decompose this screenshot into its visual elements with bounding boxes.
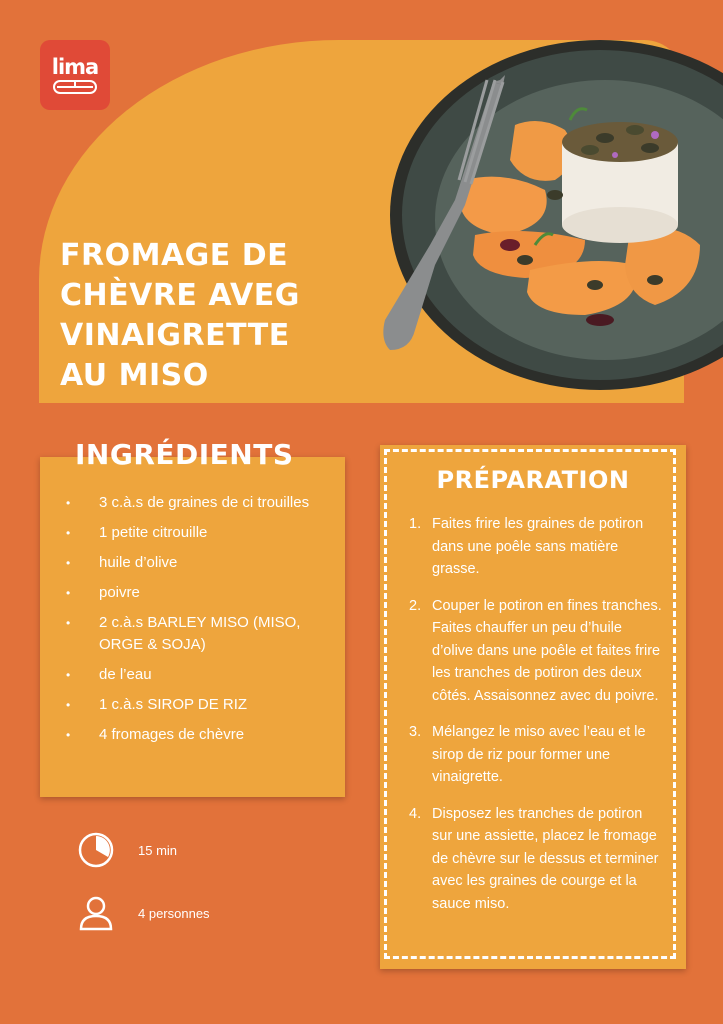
preparation-heading: PRÉPARATION	[436, 466, 630, 494]
recipe-title-line: AU MISO	[60, 358, 209, 393]
step-text: Disposez les tranches de potiron sur une assiette, placez le fromage de chèvre sur le dessus et terminer avec les graines de courge et la sauce miso.	[432, 805, 659, 912]
step-number: 2.	[409, 597, 422, 614]
preparation-step	[405, 513, 665, 581]
ingredient-item: • 1 petite citrouille	[60, 522, 330, 544]
ingredients-heading: INGRÉDIENTS	[75, 438, 294, 471]
person-icon	[78, 895, 114, 931]
clock-icon	[78, 832, 114, 868]
ingredient-item: • 2 c.à.s BARLEY MISO (MISO, ORGE & SOJA)	[60, 612, 330, 656]
servings-label: 4 personnes	[138, 905, 210, 921]
ingredient-item: • 3 c.à.s de graines de ci trouilles	[60, 492, 330, 514]
prep-time-label: 15 min	[138, 842, 178, 858]
ingredient-item: • poivre	[60, 582, 330, 604]
recipe-title	[60, 236, 380, 396]
logo-text: lima	[51, 55, 99, 79]
ingredient-item: • huile d’olive	[60, 552, 330, 574]
ingredient-item: • 1 c.à.s SIROP DE RIZ	[60, 694, 330, 716]
ingredients-card	[40, 457, 345, 797]
step-text: Faites frire les graines de potiron dans une poêle sans matière grasse.	[432, 516, 644, 577]
preparation-step	[405, 721, 665, 789]
brand-logo[interactable]	[40, 40, 110, 110]
recipe-title-line: VINAIGRETTE	[60, 318, 290, 353]
step-number: 1.	[409, 516, 422, 532]
servings	[78, 895, 210, 931]
step-number: 3.	[409, 724, 422, 740]
step-text: Couper le potiron en fines tranches. Faites chauffer un peu d’huile d’olive dans une poêle et faites frire les tranches de potiron des deux côtés. Assaisonnez avec du poivre.	[432, 597, 662, 704]
step-text: Mélangez le miso avec l’eau et le sirop de riz pour former une vinaigrette.	[432, 724, 646, 785]
step-number: 4.	[409, 805, 422, 822]
dish-photo	[355, 30, 723, 390]
preparation-steps	[405, 513, 665, 929]
ingredients-list	[60, 492, 330, 754]
logo-mark-icon	[53, 80, 97, 94]
prep-time	[78, 832, 178, 868]
recipe-title-line: FROMAGE DE	[60, 238, 289, 273]
ingredient-item: • 4 fromages de chèvre	[60, 724, 330, 746]
preparation-step	[405, 803, 665, 916]
recipe-title-line: CHÈVRE AVEG	[60, 278, 300, 313]
preparation-step	[405, 595, 665, 708]
ingredient-item: • de l’eau	[60, 664, 330, 686]
